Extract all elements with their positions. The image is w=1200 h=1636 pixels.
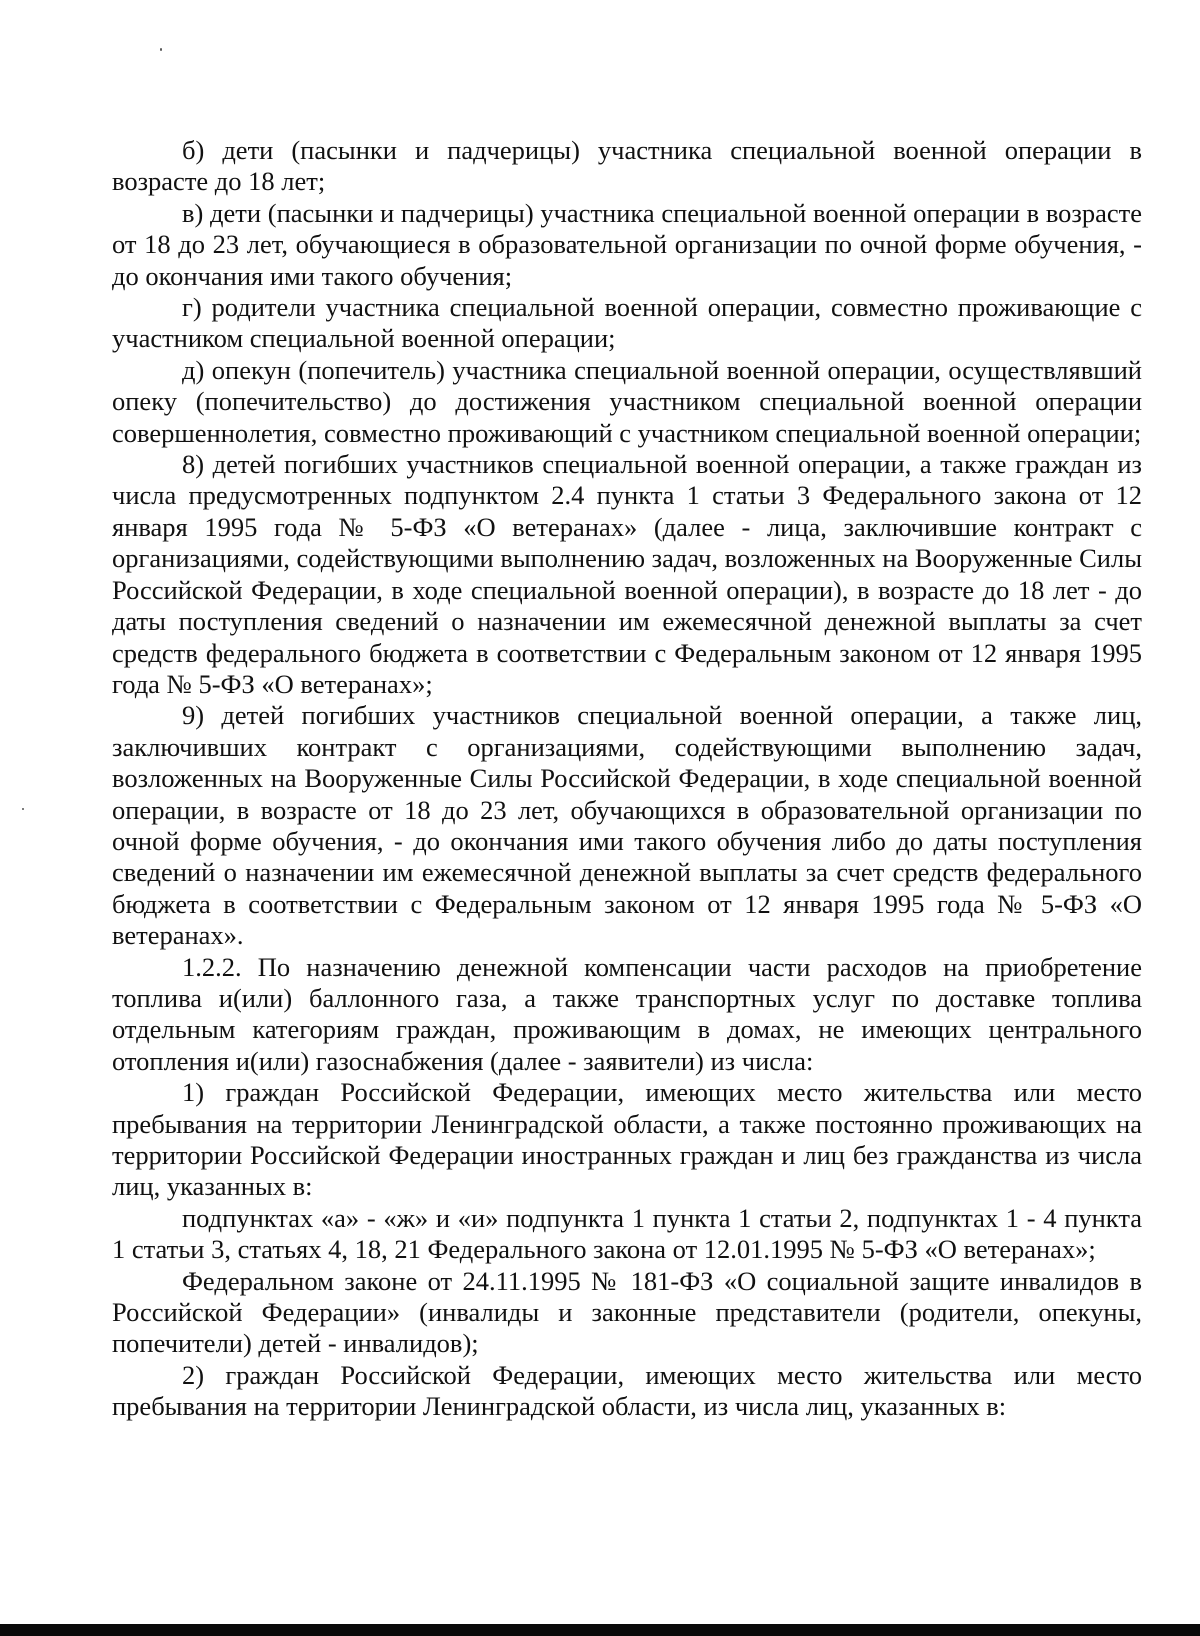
scan-speck — [160, 48, 162, 51]
paragraph-item-9: 9) детей погибших участников специальной военной операции, а также лиц, заключивших контракт с организациями, содействующими выполнению задач, возложенных на Вооруженные Силы Российской Федерации, в ходе специальной военной операции, в возрасте от 18 до 23 лет, обучающихся в образовательной организации по очной форме обучения, - до окончания ими такого обучения либо до даты поступления сведений о назначении им ежемесячной денежной выплаты за счет средств федерального бюджета в соответствии с Федеральным законом от 12 января 1995 года № 5-ФЗ «О ветеранах». — [112, 700, 1142, 951]
paragraph-b: б) дети (пасынки и падчерицы) участника специальной военной операции в возрасте до 18 лет; — [112, 135, 1142, 197]
paragraph-d: д) опекун (попечитель) участника специальной военной операции, осуществлявший опеку (попечительство) до достижения участником специальной военной операции совершеннолетия, совместно проживающий с участником специальной военной операции; — [112, 354, 1142, 448]
paragraph-subpoints: подпунктах «а» - «ж» и «и» подпункта 1 пункта 1 статьи 2, подпунктах 1 - 4 пункта 1 статьи 3, статьях 4, 18, 21 Федерального закона от 12.01.1995 № 5-ФЗ «О ветеранах»; — [112, 1202, 1142, 1265]
paragraph-v: в) дети (пасынки и падчерицы) участника специальной военной операции в возрасте от 18 до 23 лет, обучающиеся в образовательной организации по очной форме обучения, - до окончания ими такого обучения; — [112, 197, 1142, 291]
paragraph-item-2: 2) граждан Российской Федерации, имеющих место жительства или место пребывания на территории Ленинградской области, из числа лиц, указанных в: — [112, 1359, 1142, 1422]
paragraph-federal-law: Федеральном законе от 24.11.1995 № 181-ФЗ «О социальной защите инвалидов в Российской Федерации» (инвалиды и законные представители (родители, опекуны, попечители) детей - инвалидов); — [112, 1265, 1142, 1359]
scan-speck — [22, 808, 24, 810]
paragraph-item-1: 1) граждан Российской Федерации, имеющих место жительства или место пребывания на территории Ленинградской области, а также постоянно проживающих на территории Российской Федерации иностранных граждан и лиц без гражданства из числа лиц, указанных в: — [112, 1077, 1142, 1202]
paragraph-item-8: 8) детей погибших участников специальной военной операции, а также граждан из числа предусмотренных подпунктом 2.4 пункта 1 статьи 3 Федерального закона от 12 января 1995 года № 5-ФЗ «О ветеранах» (далее - лица, заключившие контракт с организациями, содействующими выполнению задач, возложенных на Вооруженные Силы Российской Федерации, в ходе специальной военной операции), в возрасте до 18 лет - до даты поступления сведений о назначении им ежемесячной денежной выплаты за счет средств федерального бюджета в соответствии с Федеральным законом от 12 января 1995 года № 5-ФЗ «О ветеранах»; — [112, 449, 1142, 699]
document-page — [112, 135, 1142, 1423]
paragraph-g: г) родители участника специальной военной операции, совместно проживающие с участником специальной военной операции; — [112, 292, 1142, 354]
paragraph-1-2-2: 1.2.2. По назначению денежной компенсации части расходов на приобретение топлива и(или) баллонного газа, а также транспортных услуг по доставке топлива отдельным категориям граждан, проживающим в домах, не имеющих центрального отопления и(или) газоснабжения (далее - заявители) из числа: — [112, 951, 1142, 1076]
scan-bottom-edge — [0, 1624, 1200, 1636]
